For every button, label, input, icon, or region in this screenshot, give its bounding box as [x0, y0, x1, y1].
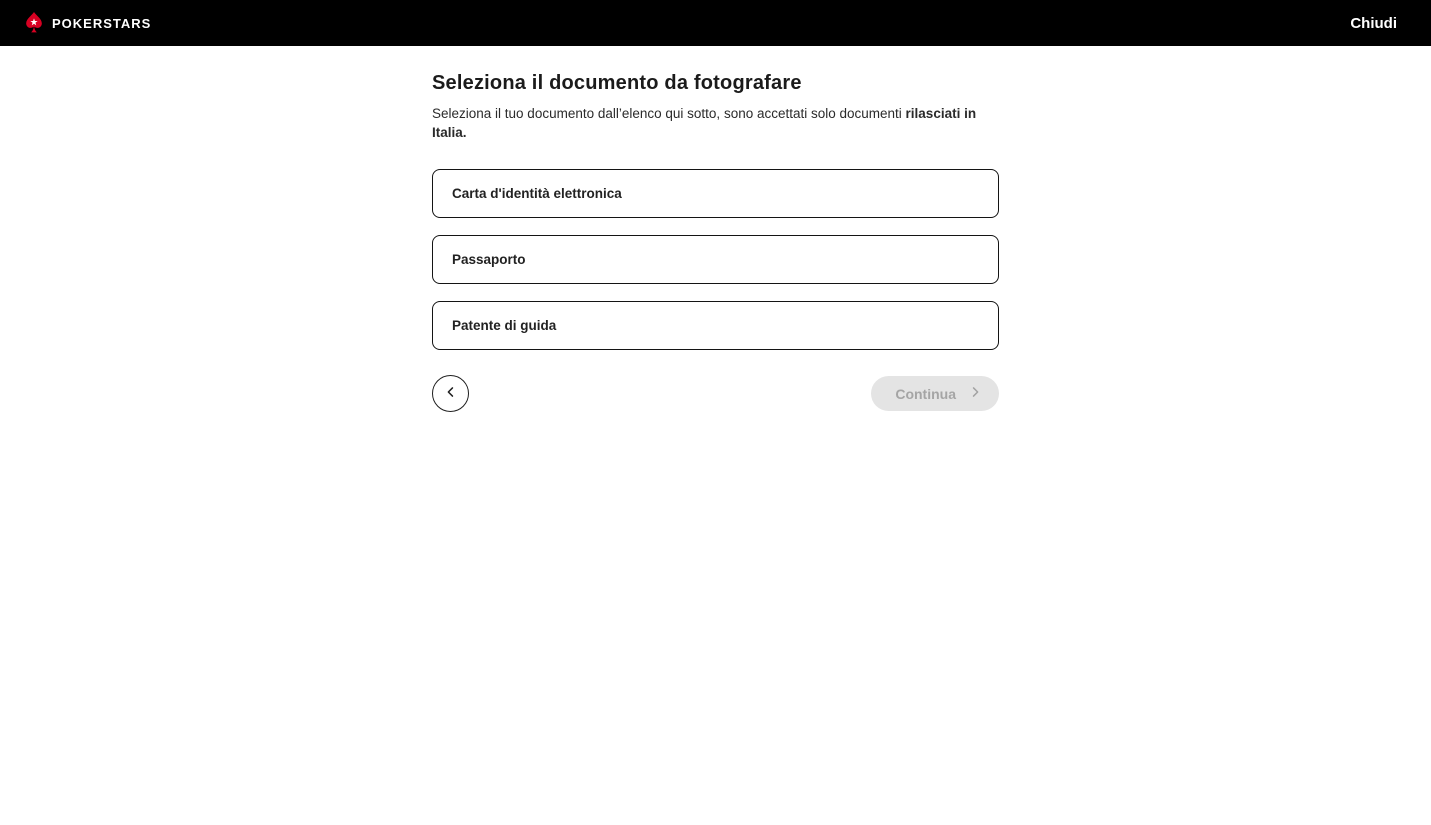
- brand-wordmark: POKERSTARS: [52, 15, 152, 31]
- option-carta-identita-elettronica[interactable]: [432, 169, 999, 218]
- chevron-right-icon: [968, 385, 982, 402]
- page-title: Seleziona il documento da fotografare: [432, 72, 802, 94]
- document-options-list: [432, 169, 999, 350]
- subtitle-bold-text: rilasciati in Italia.: [432, 106, 977, 140]
- back-button[interactable]: [432, 375, 469, 412]
- page-subtitle: [432, 105, 999, 142]
- pokerstars-logo: [24, 11, 151, 35]
- option-label: Patente di guida: [452, 318, 557, 333]
- option-patente-di-guida[interactable]: [432, 301, 999, 350]
- footer-actions: [432, 375, 999, 412]
- close-button[interactable]: Chiudi: [1350, 14, 1397, 32]
- subtitle-text: Seleziona il tuo documento dall’elenco qui sotto, sono accettati solo documenti: [432, 106, 906, 121]
- option-label: Passaporto: [452, 252, 526, 267]
- option-label: Carta d'identità elettronica: [452, 186, 622, 201]
- continue-button-label: Continua: [895, 385, 956, 402]
- spade-icon: [24, 11, 44, 35]
- document-selection-panel: [432, 72, 999, 412]
- top-bar: [0, 0, 1431, 46]
- continue-button[interactable]: [871, 376, 999, 411]
- chevron-left-icon: [444, 385, 458, 402]
- option-passaporto[interactable]: [432, 235, 999, 284]
